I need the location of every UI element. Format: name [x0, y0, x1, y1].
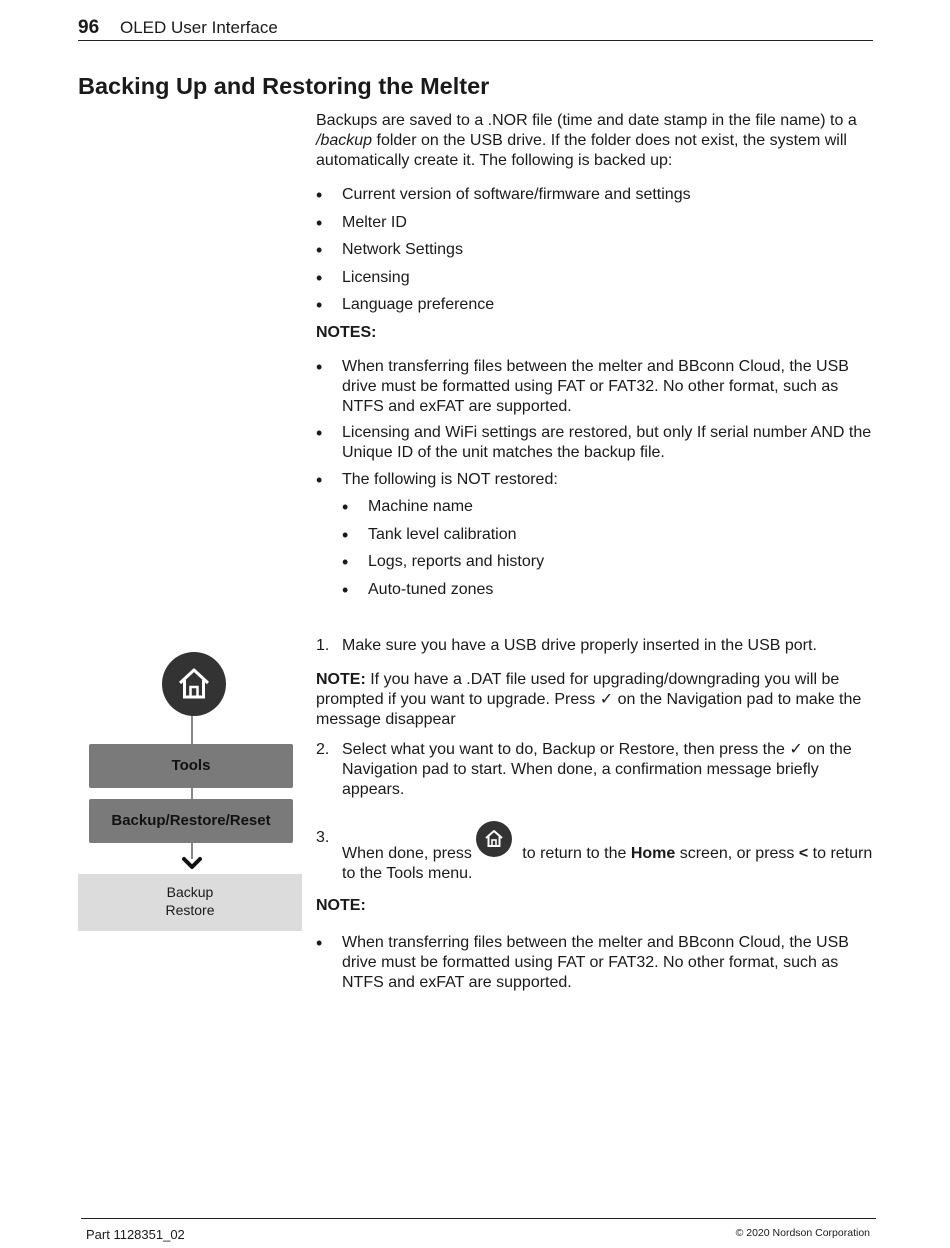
home-word: Home	[630, 844, 676, 862]
checkmark-icon: ✓	[599, 690, 614, 708]
backup-folder-name: /backup	[316, 132, 373, 149]
backed-up-list	[316, 185, 876, 315]
notes-list	[316, 357, 876, 600]
final-note-list	[316, 933, 876, 993]
backup-restore-options	[78, 874, 302, 931]
list-item: • Licensing	[316, 268, 876, 288]
option-backup: Backup	[166, 884, 214, 900]
step-text-2: to return to the	[517, 844, 631, 862]
home-icon	[162, 652, 226, 716]
main-content	[316, 111, 876, 993]
list-item: • Network Settings	[316, 240, 876, 260]
list-item: • Logs, reports and history	[342, 552, 876, 572]
page-header	[78, 14, 873, 41]
step-text-2: on the Navigation pad to start. When done, a confirmation message briefly appears.	[342, 740, 852, 798]
upgrade-note	[316, 670, 876, 730]
note-text-2: on the Navigation pad to make the message disappear	[316, 690, 862, 728]
step-number: 3.	[316, 828, 330, 846]
note-label: NOTE:	[316, 670, 366, 688]
list-item: • When transferring files between the melter and BBconn Cloud, the USB drive must be formatted using FAT or FAT32. No other format, such as NTFS and exFAT are supported.	[316, 357, 876, 417]
section-title: OLED User Interface	[120, 18, 278, 37]
list-item: • Machine name	[342, 497, 876, 517]
list-item: • When transferring files between the melter and BBconn Cloud, the USB drive must be formatted using FAT or FAT32. No other format, such as NTFS and exFAT are supported.	[316, 933, 876, 993]
checkmark-icon: ✓	[789, 740, 803, 758]
intro-text-1: Backups are saved to a .NOR file (time and date stamp in the file name) to a	[316, 112, 857, 129]
list-item: • Current version of software/firmware and settings	[316, 185, 876, 205]
step-text-3: screen, or press	[675, 844, 799, 862]
note-label: NOTE:	[316, 896, 366, 914]
step-3	[316, 828, 876, 884]
list-item: • Auto-tuned zones	[342, 580, 876, 600]
page-footer	[81, 1218, 876, 1242]
step-number: 2.	[316, 740, 330, 758]
chevron-down-icon	[181, 855, 203, 871]
page-title: Backing Up and Restoring the Melter	[78, 73, 490, 99]
list-item	[316, 470, 876, 600]
step-text-1: Select what you want to do, Backup or Restore, then press the	[342, 740, 790, 758]
step-1	[316, 636, 876, 656]
step-text-4: to return to the Tools menu.	[342, 844, 873, 882]
notes-label: NOTES:	[316, 323, 377, 341]
intro-paragraph	[316, 111, 876, 171]
copyright: © 2020 Nordson Corporation	[735, 1227, 870, 1239]
not-restored-list	[342, 497, 876, 600]
not-restored-intro: The following is NOT restored:	[342, 470, 558, 488]
navigation-diagram	[78, 650, 303, 932]
step-number: 1.	[316, 636, 330, 654]
part-number: Part 1128351_02	[86, 1227, 185, 1242]
step-text: Make sure you have a USB drive properly inserted in the USB port.	[342, 636, 817, 654]
list-item: • Licensing and WiFi settings are restored, but only If serial number AND the Unique ID of the unit matches the backup file.	[316, 423, 876, 463]
list-item: • Language preference	[316, 295, 876, 315]
page-number: 96	[78, 17, 100, 38]
backup-restore-reset-menu-item: Backup/Restore/Reset	[89, 799, 293, 843]
step-text-1: When done, press	[342, 844, 472, 862]
back-key: <	[798, 844, 809, 862]
list-item: • Tank level calibration	[342, 525, 876, 545]
list-item: • Melter ID	[316, 213, 876, 233]
intro-text-2: folder on the USB drive. If the folder does not exist, the system will automatically create it. The following is backed up:	[316, 132, 847, 169]
note-text-1: If you have a .DAT file used for upgrading/downgrading you will be prompted if you want to upgrade. Press	[316, 670, 840, 708]
home-icon	[476, 821, 512, 857]
option-restore: Restore	[165, 902, 215, 918]
step-2	[316, 740, 876, 800]
tools-menu-item: Tools	[89, 744, 293, 788]
